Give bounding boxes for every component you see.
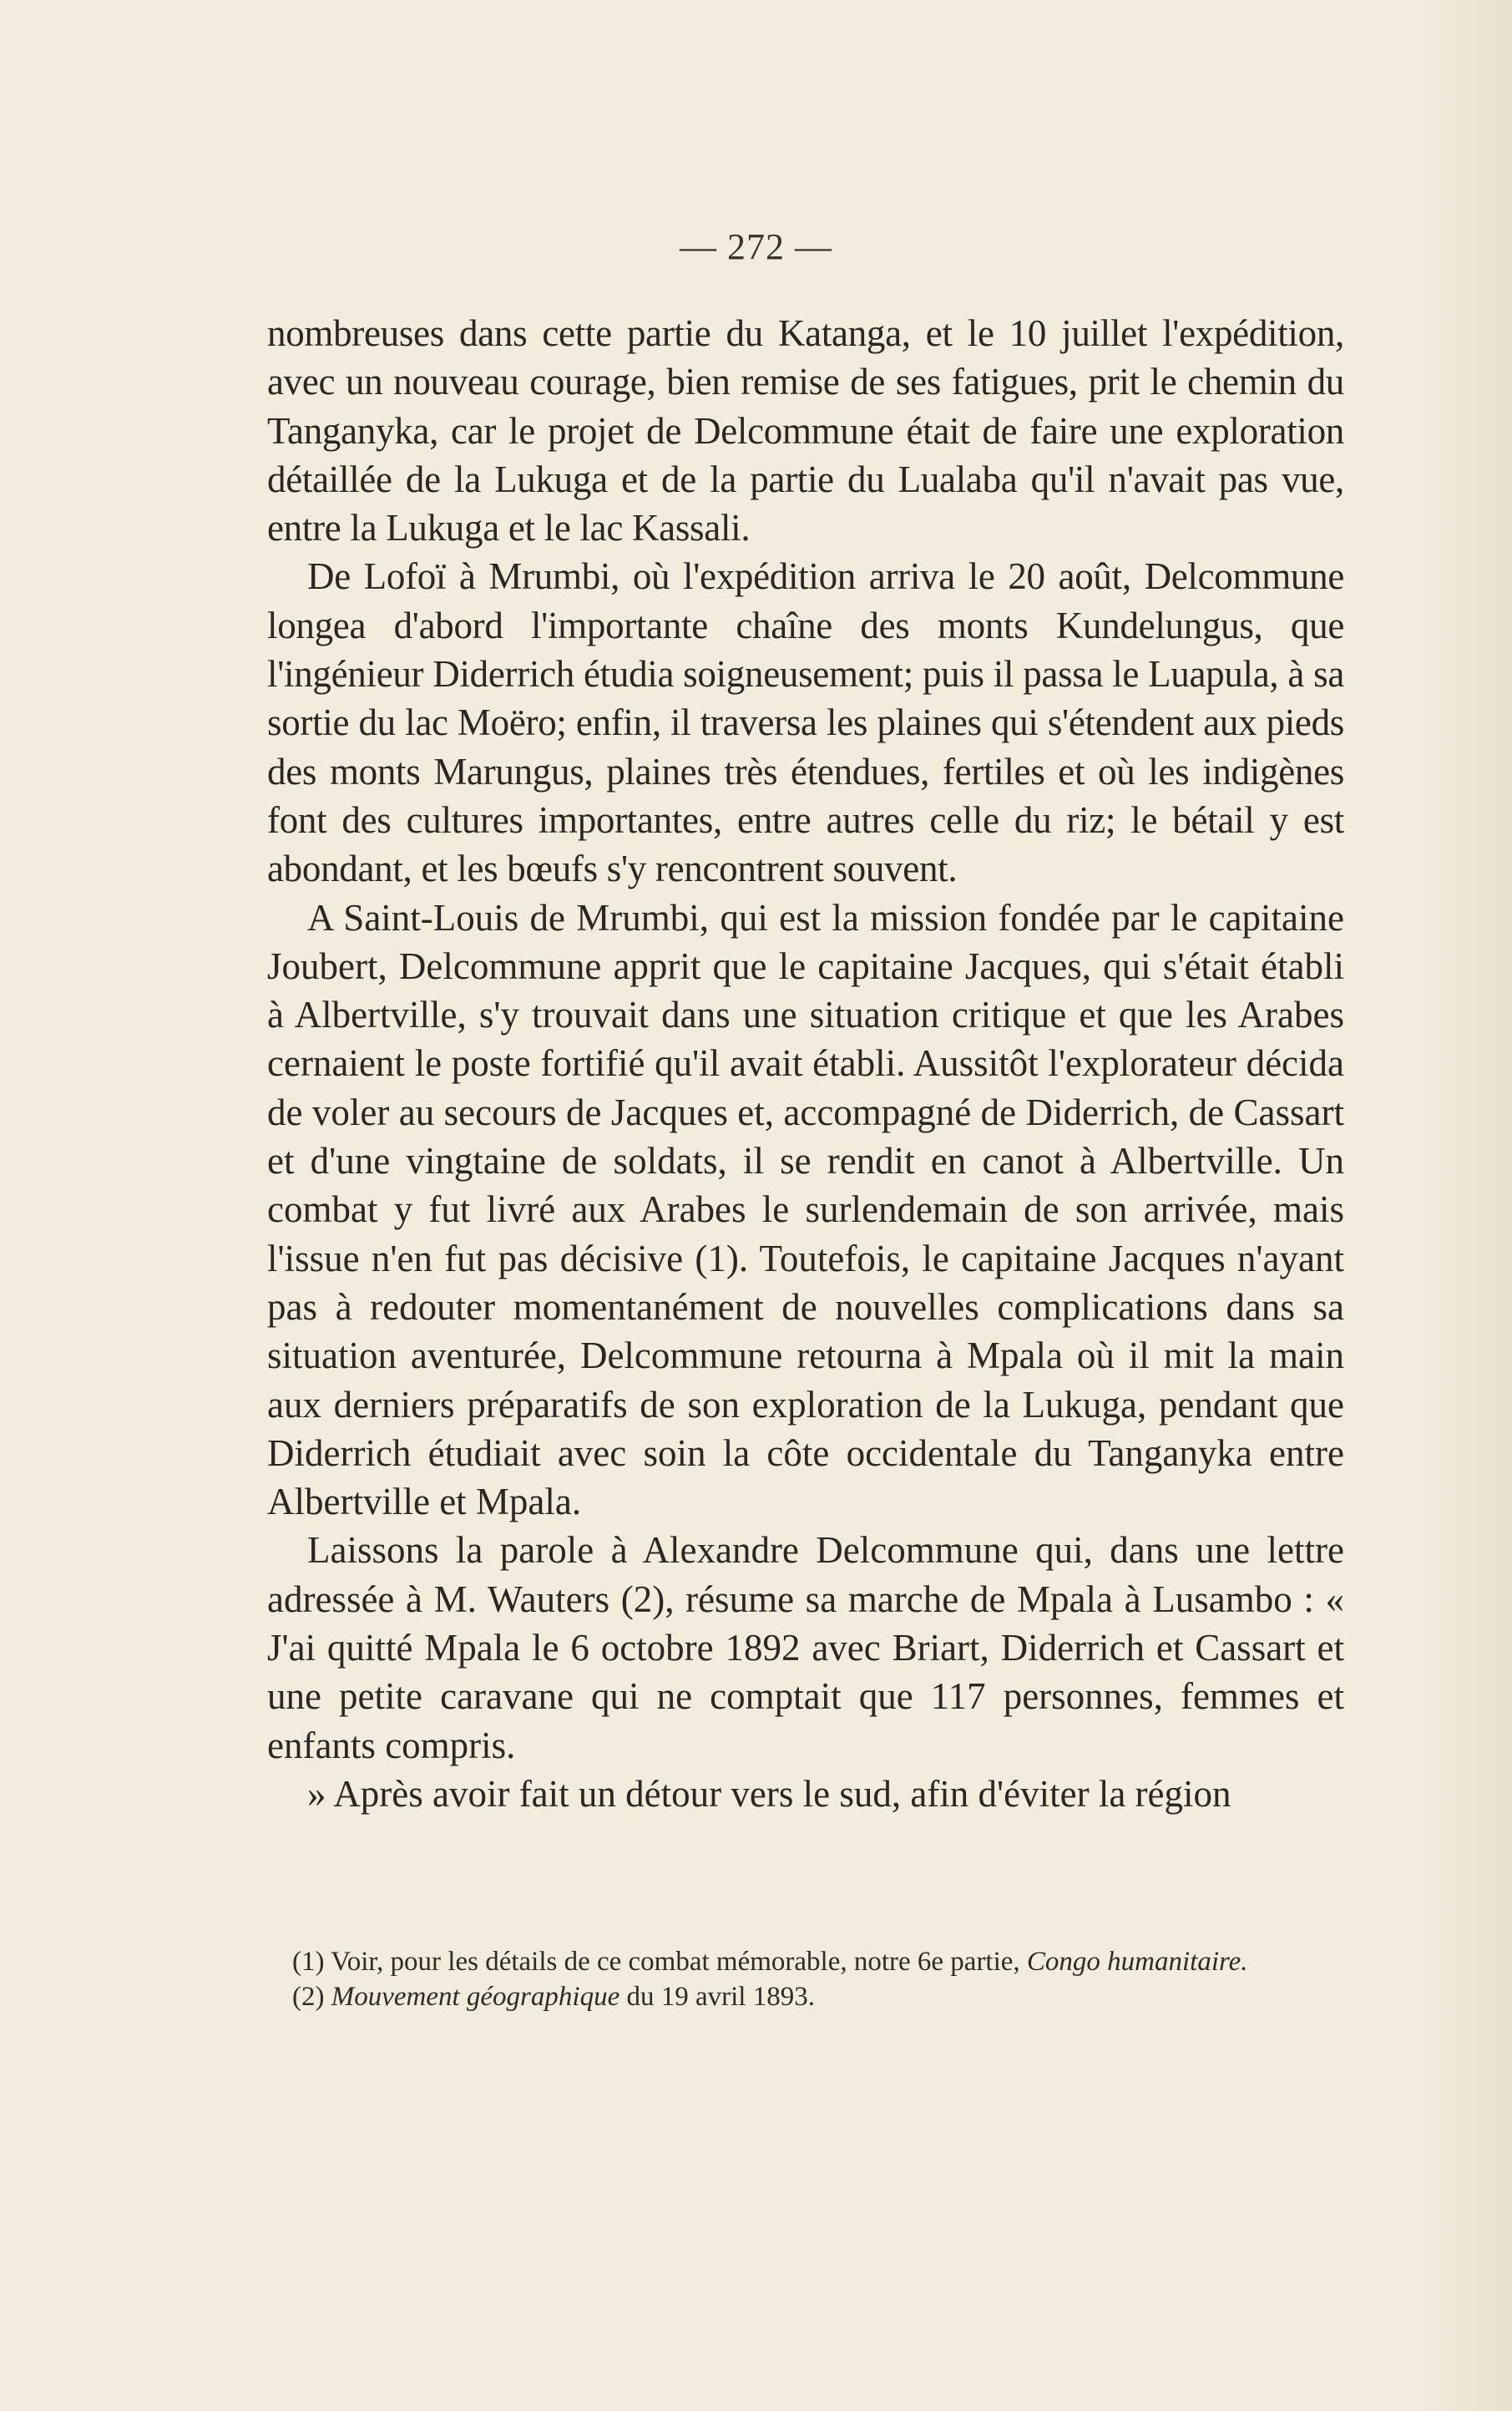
body-text (267, 309, 1344, 1818)
paragraph-2: De Lofoï à Mrumbi, où l'expédition arriva le 20 août, Delcommune longea d'abord l'importante chaîne des monts Kundelungus, que l'ingénieur Diderrich étudia soigneusement; puis il passa le Luapula, à sa sortie du lac Moëro; enfin, il traversa les plaines qui s'étendent aux pieds des monts Marungus, plaines très étendues, fertiles et où les indigènes font des cultures importantes, entre autres celle du riz; le bétail y est abondant, et les bœufs s'y rencontrent souvent. (267, 555, 1344, 890)
footnote-1-italic: Congo humanitaire. (1026, 1947, 1248, 1977)
footnote-2-text: du 19 avril 1893. (619, 1982, 815, 2012)
footnote-2-italic: Mouvement géographique (331, 1982, 620, 2012)
page-number: — 272 — (680, 226, 832, 267)
footnotes (267, 1944, 1344, 2014)
footnote-1 (267, 1944, 1344, 1979)
paragraph-5: » Après avoir fait un détour vers le sud, afin d'éviter la région (307, 1772, 1231, 1815)
paragraph-3: A Saint-Louis de Mrumbi, qui est la mission fondée par le capitaine Joubert, Delcommune apprit que le capitaine Jacques, qui s'était établi à Albertville, s'y trouvait dans une situation critique et que les Arabes cernaient le poste fortifié qu'il avait établi. Aussitôt l'explorateur décida de voler au secours de Jacques et, accompagné de Diderrich, de Cassart et d'une vingtaine de soldats, il se rendit en canot à Albertville. Un combat y fut livré aux Arabes le surlendemain de son arrivée, mais l'issue n'en fut pas décisive (1). Toutefois, le capitaine Jacques n'ayant pas à redouter momentanément de nouvelles complications dans sa situation aventurée, Delcommune retourna à Mpala où il mit la main aux derniers préparatifs de son exploration de la Lukuga, pendant que Diderrich étudiait avec soin la côte occidentale du Tanganyka entre Albertville et Mpala. (267, 896, 1344, 1523)
footnote-2 (267, 1979, 1344, 2014)
footnote-1-text: (1) Voir, pour les détails de ce combat mémorable, notre 6e partie, (292, 1947, 1027, 1977)
paragraph-1: nombreuses dans cette partie du Katanga, et le 10 juillet l'expédition, avec un nouveau courage, bien remise de ses fatigues, prit le chemin du Tanganyka, car le projet de Delcommune était de faire une exploration détaillée de la Lukuga et de la partie du Lualaba qu'il n'avait pas vue, entre la Lukuga et le lac Kassali. (267, 312, 1344, 550)
footnote-2-number: (2) (292, 1982, 331, 2012)
paragraph-4: Laissons la parole à Alexandre Delcommune qui, dans une lettre adressée à M. Wauters (2), résume sa marche de Mpala à Lusambo : « J'ai quitté Mpala le 6 octobre 1892 avec Briart, Diderrich et Cassart et une petite caravane qui ne comptait que 117 personnes, femmes et enfants compris. (267, 1529, 1344, 1766)
